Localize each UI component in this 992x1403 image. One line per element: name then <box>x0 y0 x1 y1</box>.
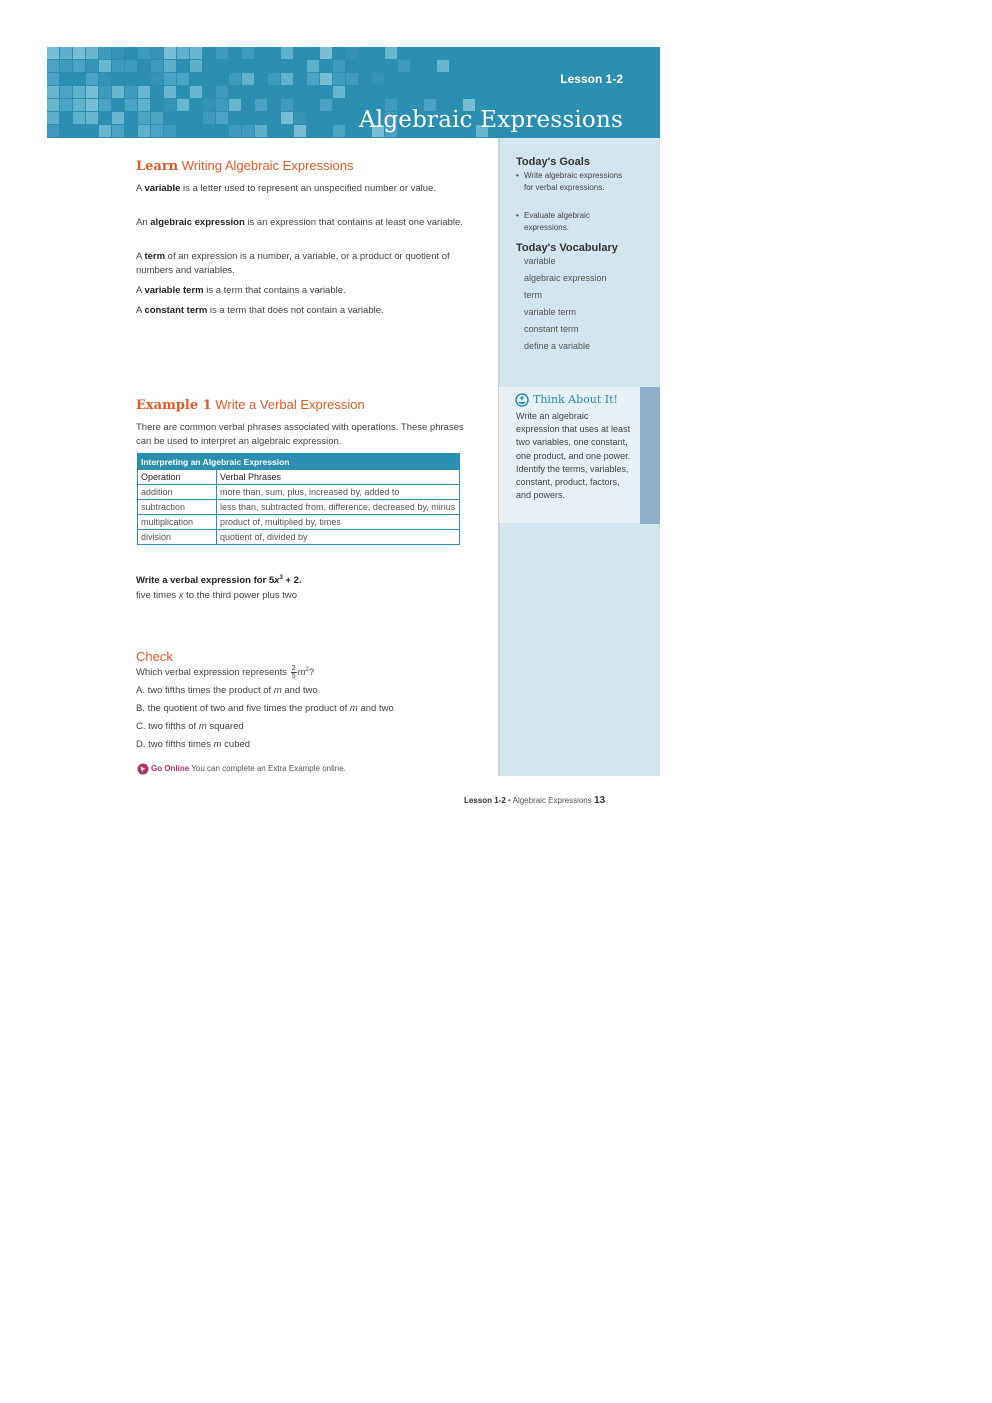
banner-tile <box>86 86 98 98</box>
banner-tile <box>164 99 176 111</box>
banner-tile <box>203 112 215 124</box>
banner-tile <box>99 125 111 137</box>
banner-tile <box>294 112 306 124</box>
lightbulb-head-icon <box>515 393 529 407</box>
table-cell: division <box>138 530 217 544</box>
table-title: Interpreting an Algebraic Expression <box>138 454 459 470</box>
banner-tile <box>99 47 111 59</box>
table-row <box>138 499 459 514</box>
banner-tile <box>164 47 176 59</box>
table-cell: multiplication <box>138 515 217 529</box>
banner-tile <box>125 99 137 111</box>
banner-tile <box>177 99 189 111</box>
page-number: 13 <box>594 795 606 806</box>
banner-tile <box>138 125 150 137</box>
banner-tile <box>60 60 72 72</box>
answer-option-b[interactable]: B. the quotient of two and five times the product of m and two <box>136 703 394 714</box>
goal-item <box>516 210 626 234</box>
banner-tile <box>385 47 397 59</box>
banner-tile <box>112 60 124 72</box>
banner-tile <box>151 125 163 137</box>
banner-tile <box>151 112 163 124</box>
answer-option-c[interactable]: C. two fifths of m squared <box>136 721 244 732</box>
banner-tile <box>346 73 358 85</box>
banner-tile <box>99 73 111 85</box>
goal-item <box>516 170 626 194</box>
banner-tile <box>229 99 241 111</box>
check-question: Which verbal expression represents $\frac{2}{5}$ $m^2$? <box>136 665 315 680</box>
banner-tile <box>190 86 202 98</box>
vocab-item: define a variable <box>524 341 591 351</box>
banner-tile <box>47 86 59 98</box>
banner-tile <box>86 60 98 72</box>
vocab-item: term <box>524 290 542 300</box>
banner-tile <box>138 47 150 59</box>
banner-tile <box>281 73 293 85</box>
banner-tile <box>138 86 150 98</box>
example-answer: five times x to the third power plus two <box>136 590 298 601</box>
goal-text: Write algebraic expressions for verbal expressions. <box>524 171 623 192</box>
banner-tile <box>47 125 59 137</box>
banner-tile <box>320 99 332 111</box>
example-title: Write a Verbal Expression <box>215 397 365 412</box>
banner-tile <box>125 86 137 98</box>
definition-variable-term: A variable term is a term that contains a variable. <box>136 285 346 296</box>
banner-tile <box>268 73 280 85</box>
banner-tile <box>112 125 124 137</box>
banner-tile <box>86 112 98 124</box>
definition-term: A term of an expression is a number, a variable, or a product or quotient of numbers and variables. <box>136 251 450 276</box>
interpretation-table <box>137 453 460 545</box>
banner-tile <box>112 112 124 124</box>
banner-tile <box>320 73 332 85</box>
banner-tile <box>164 86 176 98</box>
think-about-it-body: Write an algebraic expression that uses at least two variables, one constant, one product, and one power. Identify the terms, variables, constant, product, factors, and powers. <box>516 411 631 501</box>
fraction: $\frac{2}{5}$ <box>291 665 296 680</box>
banner-tile <box>60 47 72 59</box>
banner-tile <box>255 125 267 137</box>
table-header-cell: Verbal Phrases <box>220 472 282 482</box>
vocab-item: constant term <box>524 324 579 334</box>
banner-tile <box>177 73 189 85</box>
banner-tile <box>151 47 163 59</box>
page-footer: Lesson 1-2 • Algebraic Expressions 13 <box>464 795 606 806</box>
banner-tile <box>112 86 124 98</box>
banner-tile <box>229 73 241 85</box>
banner-tile <box>151 60 163 72</box>
banner-tile <box>242 125 254 137</box>
vocab-item: variable term <box>524 307 577 317</box>
table-header-cell: Operation <box>138 470 217 484</box>
table-cell: less than, subtracted from, difference, decreased by, minus <box>220 502 456 512</box>
banner-tile <box>294 125 306 137</box>
banner-tile <box>320 47 332 59</box>
banner-tile <box>73 112 85 124</box>
go-online-label[interactable]: Go Online <box>151 764 190 774</box>
banner-tile <box>112 47 124 59</box>
banner-tile <box>125 60 137 72</box>
table-cell: more than, sum, plus, increased by, added to <box>220 487 400 497</box>
go-online-note[interactable] <box>137 763 346 775</box>
table-row <box>138 514 459 529</box>
banner-tile <box>372 73 384 85</box>
table-row <box>138 484 459 499</box>
banner-tile <box>203 99 215 111</box>
banner-tile <box>60 99 72 111</box>
banner-tile <box>307 73 319 85</box>
banner-tile <box>216 99 228 111</box>
banner-tile <box>229 125 241 137</box>
banner-tile <box>99 99 111 111</box>
banner-tile <box>242 47 254 59</box>
definition-algebraic-expression: An algebraic expression is an expression that contains at least one variable. <box>136 217 463 228</box>
go-online-icon <box>137 763 149 775</box>
banner-tile <box>346 47 358 59</box>
banner-tile <box>138 112 150 124</box>
table-cell: quotient of, divided by <box>220 532 308 542</box>
banner-tile <box>138 99 150 111</box>
banner-tile <box>73 60 85 72</box>
banner-tile <box>164 125 176 137</box>
banner-tile <box>164 60 176 72</box>
banner-tile <box>47 99 59 111</box>
banner-tile <box>437 60 449 72</box>
check-heading: Check <box>136 649 173 664</box>
banner-tile <box>177 47 189 59</box>
think-about-it-strip <box>640 387 660 524</box>
banner-tile <box>73 47 85 59</box>
go-online-text: You can complete an Extra Example online. <box>189 764 346 774</box>
banner-tile <box>86 99 98 111</box>
bullet-icon: • <box>516 171 519 180</box>
goals-heading: Today's Goals <box>516 156 590 168</box>
definition-variable: A variable is a letter used to represent an unspecified number or value. <box>136 183 436 194</box>
learn-heading <box>136 158 354 174</box>
banner-tile <box>73 99 85 111</box>
banner-tile <box>86 73 98 85</box>
banner-tile <box>216 86 228 98</box>
example-heading <box>136 397 365 413</box>
footer-title: Algebraic Expressions <box>512 796 592 805</box>
example-intro: There are common verbal phrases associated with operations. These phrases can be used to interpret an algebraic expression. <box>136 422 464 447</box>
banner-tile <box>333 60 345 72</box>
banner-tile <box>333 73 345 85</box>
banner-tile <box>190 47 202 59</box>
banner-tile <box>281 47 293 59</box>
banner-tile <box>216 47 228 59</box>
banner-tile <box>242 73 254 85</box>
banner-tile <box>73 86 85 98</box>
banner-tile <box>47 47 59 59</box>
table-cell: addition <box>138 485 217 499</box>
think-about-it-heading: Think About It! <box>533 393 618 406</box>
banner-tile <box>281 112 293 124</box>
answer-option-a[interactable]: A. two fifths times the product of m and two <box>136 685 318 696</box>
table-row <box>138 529 459 544</box>
table-cell: subtraction <box>138 500 217 514</box>
answer-option-d[interactable]: D. two fifths times m cubed <box>136 739 251 750</box>
learn-title: Writing Algebraic Expressions <box>181 158 354 173</box>
table-cell: product of, multiplied by, times <box>220 517 341 527</box>
banner-tile <box>47 73 59 85</box>
vocab-heading: Today's Vocabulary <box>516 242 618 254</box>
banner-tile <box>60 86 72 98</box>
table-header-row <box>138 470 459 484</box>
banner-tile <box>398 60 410 72</box>
banner-tile <box>333 86 345 98</box>
banner-tile <box>333 125 345 137</box>
banner-tile <box>255 99 267 111</box>
vocab-item: variable <box>524 256 556 266</box>
header-banner <box>47 47 660 138</box>
lesson-label: Lesson 1-2 <box>560 72 623 86</box>
banner-tile <box>99 86 111 98</box>
goal-text: Evaluate algebraic expressions. <box>524 211 590 232</box>
banner-tile <box>86 47 98 59</box>
banner-tile <box>281 99 293 111</box>
banner-tile <box>151 73 163 85</box>
banner-tile <box>307 60 319 72</box>
footer-lesson: Lesson 1-2 <box>464 796 506 805</box>
banner-tile <box>47 112 59 124</box>
banner-tile <box>47 60 59 72</box>
banner-tile <box>99 60 111 72</box>
banner-tile <box>190 60 202 72</box>
example-prompt: Write a verbal expression for $5x^3 + 2$. <box>136 575 302 587</box>
definition-constant-term: A constant term is a term that does not contain a variable. <box>136 305 384 316</box>
example-label: Example 1 <box>136 398 212 413</box>
page-title: Algebraic Expressions <box>359 107 623 133</box>
banner-tile <box>216 112 228 124</box>
vocab-item: algebraic expression <box>524 273 607 283</box>
banner-tile <box>164 73 176 85</box>
learn-label: Learn <box>136 159 179 174</box>
bullet-icon: • <box>516 211 519 220</box>
